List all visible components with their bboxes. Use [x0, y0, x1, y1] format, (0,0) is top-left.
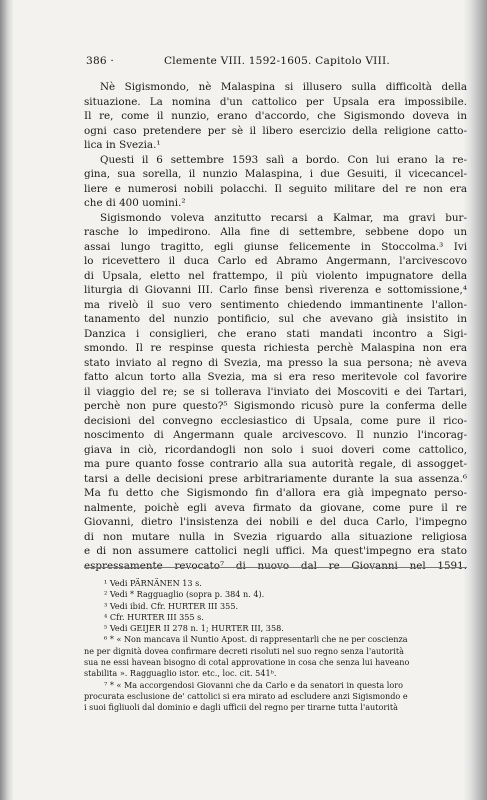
- footnote: ¹ Vedi PÄRNÄNEN 13 s.: [104, 578, 202, 588]
- footnote: ³ Vedi ibid. Cfr. HURTER III 355.: [104, 600, 239, 611]
- running-head: Clemente VIII. 1592-1605. Capitolo VIII.: [164, 55, 390, 67]
- text-line: Ma fu detto che Sigismondo fin d'allora era già impegnato perso-: [84, 487, 467, 499]
- text-line: liturgia di Giovanni III. Carlo finse bensì riverenza e sottomissione,⁴: [84, 284, 467, 296]
- footnote-continuation: procurata esclusione de' cattolici si era mirato ad escludere anzi Sigismondo e: [84, 690, 408, 701]
- text-line: smondo. Il re respinse questa richiesta perchè Malaspina non era: [84, 342, 467, 354]
- text-line: situazione. La nomina d'un cattolico per Upsala era impossibile.: [84, 95, 467, 108]
- text-line: rasche lo impedirono. Alla fine di settembre, sebbene dopo un: [84, 226, 467, 238]
- text-line: assai lungo tragitto, egli giunse felicemente in Stoccolma.³ Ivi: [84, 240, 467, 253]
- text-line: il viaggio del re; se si tollerava l'inviato dei Moscoviti e dei Tartari,: [84, 385, 467, 398]
- text-line: Sigismondo voleva anzitutto recarsi a Kalmar, ma gravi bur-: [100, 211, 467, 224]
- text-line: di Upsala, eletto nel frattempo, il più violento impugnatore della: [84, 269, 467, 282]
- text-line: stato inviato al regno di Svezia, ma presso la sua persona; nè aveva: [84, 356, 467, 369]
- text-line: ogni caso pretendere per sè il libero esercizio della religione catto-: [84, 124, 467, 137]
- text-line: noscimento di Angermann quale arcivescovo. Il nunzio l'incorag-: [84, 429, 467, 441]
- text-line: e di non assumere cattolici negli uffici. Ma quest'impegno era stato: [84, 545, 467, 557]
- text-line: decisioni del convegno ecclesiastico di Upsala, come pure il rico-: [84, 414, 467, 427]
- text-line: che di 400 uomini.²: [84, 197, 186, 209]
- text-line: liere e numerosi nobili polacchi. Il seguito militare del re non era: [84, 182, 467, 195]
- text-line: giava in ciò, ricordandogli non solo i suoi doveri come cattolico,: [84, 443, 467, 456]
- main-text: [84, 80, 467, 573]
- text-line: nalmente, poichè egli aveva firmato da giovane, come pure il re: [84, 501, 467, 514]
- footnote-continuation: i suoi figliuoli dal dominio e dagli ufficii del regno per tirarne tutta l'autorità: [84, 702, 398, 713]
- text-line: tarsi a delle decisioni prese arbitrariamente durante la sua assenza.⁶: [84, 472, 467, 485]
- footnote-continuation: ne per dignità dovea confirmare decreti risoluti nel suo regno senza l'autorità: [84, 645, 404, 656]
- footnote-continuation: sua ne essi havean bisogno di cotal approvatione in cosa che senza lui haveano: [84, 657, 410, 668]
- footnote: ⁷ * « Ma accorgendosi Giovanni che da Carlo e da senatori in questa loro: [104, 679, 404, 690]
- text-line: tanamento del nunzio pontificio, sul che avevano già insistito in: [84, 313, 467, 325]
- text-line: ma rivelò il suo vero sentimento chiedendo immantinente l'allon-: [84, 298, 467, 311]
- footnote: ⁴ Cfr. HURTER III 355 s.: [104, 611, 204, 622]
- text-line: lo ricevettero il duca Carlo ed Abramo Angermann, l'arcivescovo: [84, 255, 467, 267]
- text-line: Questi il 6 settembre 1593 salì a bordo. Con lui erano la re-: [100, 153, 467, 166]
- text-line: ma pure quanto fosse contrario alla sua autorità regale, di assogget-: [84, 458, 467, 470]
- footnote: ⁵ Vedi GEIJER II 278 n. 1; HURTER III, 358.: [104, 623, 284, 634]
- text-line: perchè non pure questo?⁵ Sigismondo ricusò pure la conferma delle: [84, 400, 467, 412]
- footnote: ² Vedi * Ragguaglio (sopra p. 384 n. 4).: [104, 589, 265, 600]
- page-binding-shadow: [0, 0, 14, 800]
- text-line: espressamente revocato⁷ di nuovo dal re Giovanni nel 1591.: [84, 559, 467, 572]
- text-line: lica in Svezia.¹: [84, 139, 161, 151]
- text-line: Il re, come il nunzio, erano d'accordo, che Sigismondo doveva in: [84, 110, 467, 122]
- text-line: Danzica i consiglieri, che erano stati mandati incontro a Sigi-: [84, 327, 467, 340]
- text-line: Nè Sigismondo, nè Malaspina si illusero sulla difficoltà della: [100, 81, 467, 93]
- footnote: ⁶ * « Non mancava il Nuntio Apost. di rappresentarli che ne per coscienza: [104, 634, 408, 645]
- footnotes: [84, 578, 467, 714]
- text-line: di non mutare nulla in Svezia riguardo alla situazione religiosa: [84, 530, 467, 543]
- text-line: Giovanni, dietro l'insistenza dei nobili e del duca Carlo, l'impegno: [84, 516, 467, 528]
- page-number: 386 ·: [86, 55, 114, 67]
- footnote-continuation: stabilita ». Ragguaglio istor. etc., loc. cit. 541ᵇ.: [84, 668, 277, 679]
- footnote-divider: [84, 567, 467, 568]
- text-line: fatto alcun torto alla Svezia, ma si era reso meritevole col favorire: [84, 371, 467, 383]
- text-line: gina, sua sorella, il nunzio Malaspina, i due Gesuiti, il vicecancel-: [84, 168, 467, 180]
